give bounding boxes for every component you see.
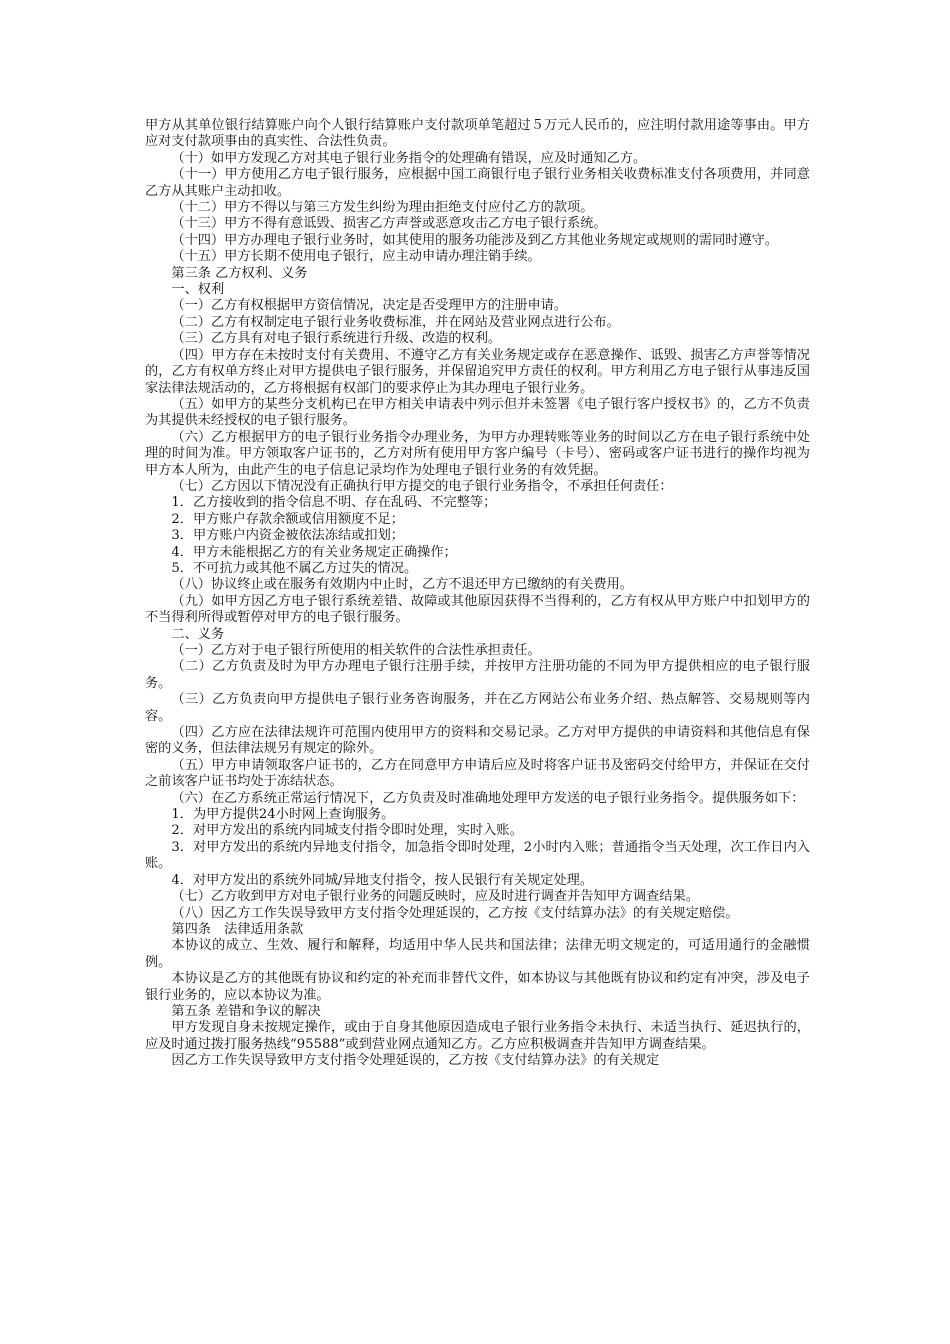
paragraph: （八）因乙方工作失误导致甲方支付指令处理延误的，乙方按《支付结算办法》的有关规定赔偿。: [171, 905, 739, 921]
document-page: [145, 118, 810, 1070]
paragraph: （六）在乙方系统正常运行情况下，乙方负责及时准确地处理甲方发送的电子银行业务指令。提供服务如下：: [171, 790, 805, 806]
list-item: 4．对甲方发出的系统外同城/异地支付指令，按人民银行有关规定处理。: [171, 872, 594, 888]
paragraph: （七）乙方因以下情况没有正确执行甲方提交的电子银行业务指令，不承担任何责任：: [171, 478, 673, 494]
paragraph: （十五）甲方长期不使用电子银行，应主动申请办理注销手续。: [171, 249, 541, 265]
paragraph: （五）甲方申请领取客户证书的，乙方在同意甲方申请后应及时将客户证书及密码交付给甲方，并保证在交付之前该客户证书均处于冻结状态。: [145, 757, 810, 790]
paragraph: （三）乙方负责向甲方提供电子银行业务咨询服务，并在乙方网站公布业务介绍、热点解答、交易规则等内容。: [145, 692, 810, 724]
paragraph: （四）甲方存在未按时支付有关费用、不遵守乙方有关业务规定或存在恶意操作、诋毁、损害乙方声誉等情况的，乙方有权单方终止对甲方提供电子银行服务，并保留追究甲方责任的权利。甲方利用乙方电子银行从事违反国家法律法规活动的，乙方将根据有权部门的要求停止为其办理电子银行业务。: [145, 347, 810, 396]
list-item: 3．甲方账户内资金被依法冻结或扣划；: [171, 528, 404, 544]
paragraph: （十）如甲方发现乙方对其电子银行业务指令的处理确有错误，应及时通知乙方。: [171, 150, 647, 166]
paragraph: （九）如甲方因乙方电子银行系统差错、故障或其他原因获得不当得利的，乙方有权从甲方账户中扣划甲方的不当得利所得或暂停对甲方的电子银行服务。: [145, 593, 810, 626]
paragraph: （十三）甲方不得有意诋毁、损害乙方声誉或恶意攻击乙方电子银行系统。: [171, 216, 607, 232]
paragraph: 本协议是乙方的其他既有协议和约定的补充而非替代文件，如本协议与其他既有协议和约定有冲突，涉及电子银行业务的，应以本协议为准。: [145, 971, 810, 1003]
subsection-heading: 一、权利: [171, 282, 225, 298]
paragraph: （八）协议终止或在服务有效期内中止时，乙方不退还甲方已缴纳的有关费用。: [171, 577, 633, 593]
list-item: 4．甲方未能根据乙方的有关业务规定正确操作；: [171, 544, 457, 560]
list-item: 5．不可抗力或其他不属乙方过失的情况。: [171, 560, 418, 576]
paragraph: 因乙方工作失误导致甲方支付指令处理延误的，乙方按《支付结算办法》的有关规定: [171, 1053, 660, 1069]
list-item: 2．甲方账户存款余额或信用额度不足；: [171, 511, 404, 527]
list-item: 2．对甲方发出的系统内同城支付指令即时处理，实时入账。: [171, 823, 523, 839]
paragraph: （十一）甲方使用乙方电子银行服务，应根据中国工商银行电子银行业务相关收费标准支付各项费用，并同意乙方从其账户主动扣收。: [145, 167, 810, 199]
paragraph: （六）乙方根据甲方的电子银行业务指令办理业务，为甲方办理转账等业务的时间以乙方在电子银行系统中处理的时间为准。甲方领取客户证书的，乙方对所有使用甲方客户编号（卡号）、密码或客户证书进行的操作均视为甲方本人所为，由此产生的电子信息记录均作为处理电子银行业务的有效凭据。: [145, 429, 810, 478]
paragraph: （一）乙方有权根据甲方资信情况，决定是否受理甲方的注册申请。: [171, 298, 568, 314]
section-heading: 第三条 乙方权利、义务: [171, 265, 308, 281]
list-item: 1．为甲方提供24小时网上查询服务。: [171, 807, 395, 823]
paragraph: （二）乙方负责及时为甲方办理电子银行注册手续，并按甲方注册功能的不同为甲方提供相应的电子银行服务。: [145, 659, 810, 691]
paragraph: 甲方发现自身未按规定操作，或由于自身其他原因造成电子银行业务指令未执行、未适当执行、延迟执行的，应及时通过拨打服务热线“95588”或到营业网点通知乙方。乙方应积极调查并告知甲方调查结果。: [145, 1020, 810, 1052]
paragraph: （十四）甲方办理电子银行业务时，如其使用的服务功能涉及到乙方其他业务规定或规则的需同时遵守。: [171, 232, 779, 248]
subsection-heading: 二、义务: [171, 626, 225, 642]
paragraph: （十二）甲方不得以与第三方发生纠纷为理由拒绝支付应付乙方的款项。: [171, 200, 594, 216]
section-heading: 第四条 法律适用条款: [171, 921, 304, 937]
paragraph: （二）乙方有权制定电子银行业务收费标准，并在网站及营业网点进行公布。: [171, 314, 620, 330]
paragraph: （五）如甲方的某些分支机构已在甲方相关申请表中列示但并未签署《电子银行客户授权书》的，乙方不负责为其提供未经授权的电子银行服务。: [145, 396, 810, 429]
paragraph: （一）乙方对于电子银行所使用的相关软件的合法性承担责任。: [171, 643, 541, 658]
list-item: 3．对甲方发出的系统内异地支付指令，加急指令即时处理，2小时内入账；普通指令当天处理，次工作日内入账。: [145, 839, 810, 872]
paragraph: 本协议的成立、生效、履行和解释，均适用中华人民共和国法律；法律无明文规定的，可适用通行的金融惯例。: [145, 938, 810, 970]
paragraph: 甲方从其单位银行结算账户向个人银行结算账户支付款项单笔超过５万元人民币的，应注明付款用途等事由。甲方应对支付款项事由的真实性、合法性负责。: [145, 118, 810, 150]
paragraph: （七）乙方收到甲方对电子银行业务的问题反映时，应及时进行调查并告知甲方调查结果。: [171, 889, 699, 905]
list-item: 1．乙方接收到的指令信息不明、存在乱码、不完整等；: [171, 495, 497, 511]
paragraph: （四）乙方应在法律法规许可范围内使用甲方的资料和交易记录。乙方对甲方提供的申请资料和其他信息有保密的义务，但法律法规另有规定的除外。: [145, 725, 810, 757]
section-heading: 第五条 差错和争议的解决: [171, 1003, 321, 1019]
paragraph: （三）乙方具有对电子银行系统进行升级、改造的权利。: [171, 331, 502, 347]
